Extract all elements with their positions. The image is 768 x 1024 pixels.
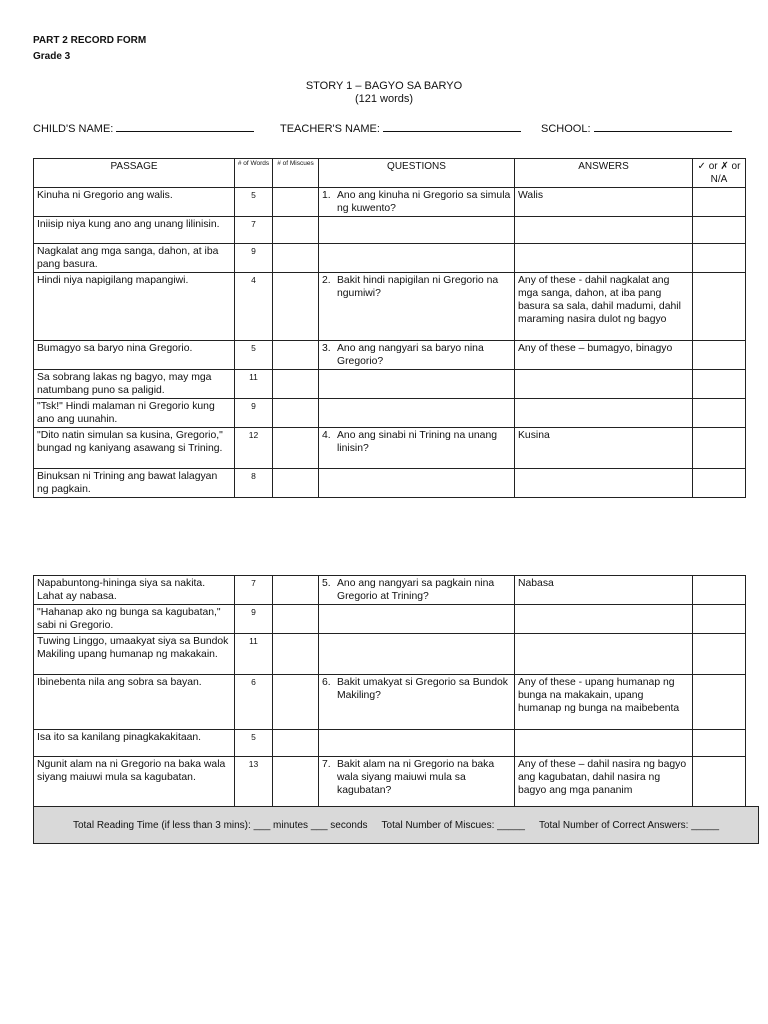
word-count-cell: 8 [235, 469, 273, 498]
question-number: 3. [322, 343, 331, 354]
miscues-cell[interactable] [273, 675, 319, 730]
answer-cell [515, 217, 693, 244]
answer-cell: Any of these - dahil nagkalat ang mga sanga, dahon, at iba pang basura sa sala, dahil madumi, dahil maraming nasira dulot ng bagyo [515, 273, 693, 341]
word-count-cell: 5 [235, 730, 273, 757]
passage-cell: Binuksan ni Trining ang bawat lalagyan ng pagkain. [34, 469, 235, 498]
miscues-cell[interactable] [273, 341, 319, 370]
question-number: 5. [322, 578, 331, 589]
answer-cell: Walis [515, 188, 693, 217]
miscues-cell[interactable] [273, 428, 319, 469]
miscues-cell[interactable] [273, 244, 319, 273]
question-text: Ano ang kinuha ni Gregorio sa simula ng kuwento? [337, 190, 511, 214]
check-cell[interactable] [693, 399, 746, 428]
total-reading-time[interactable]: Total Reading Time (if less than 3 mins): ___ minutes ___ seconds [72, 819, 368, 831]
word-count-cell: 4 [235, 273, 273, 341]
table-row [34, 576, 746, 605]
child-name-field[interactable] [33, 120, 254, 135]
passage-cell: Ibinebenta nila ang sobra sa bayan. [34, 675, 235, 730]
question-cell [319, 757, 515, 812]
record-table-2 [33, 575, 746, 812]
question-cell [319, 217, 515, 244]
col-words: # of Words [235, 159, 273, 188]
question-cell [319, 399, 515, 428]
word-count-cell: 5 [235, 341, 273, 370]
totals-bar [33, 806, 759, 844]
answer-cell: Any of these – bumagyo, binagyo [515, 341, 693, 370]
miscues-cell[interactable] [273, 757, 319, 812]
question-cell [319, 469, 515, 498]
question-text: Bakit umakyat si Gregorio sa Bundok Makiling? [337, 677, 508, 701]
total-miscues[interactable]: Total Number of Miscues: _____ [381, 819, 525, 831]
check-cell[interactable] [693, 244, 746, 273]
table-row [34, 675, 746, 730]
passage-cell: Iniisip niya kung ano ang unang lilinisin. [34, 217, 235, 244]
grade-label: Grade 3 [33, 51, 71, 62]
miscues-cell[interactable] [273, 399, 319, 428]
table-row [34, 605, 746, 634]
answer-cell [515, 370, 693, 399]
col-miscues: # of Miscues [273, 159, 319, 188]
question-number: 6. [322, 677, 331, 688]
question-cell [319, 605, 515, 634]
miscues-cell[interactable] [273, 469, 319, 498]
question-cell [319, 341, 515, 370]
table-row [34, 244, 746, 273]
question-text: Ano ang nangyari sa baryo nina Gregorio? [337, 343, 484, 367]
question-cell [319, 244, 515, 273]
check-cell[interactable] [693, 217, 746, 244]
answer-cell: Nabasa [515, 576, 693, 605]
passage-cell: Sa sobrang lakas ng bagyo, may mga natumbang puno sa paligid. [34, 370, 235, 399]
check-cell[interactable] [693, 576, 746, 605]
check-cell[interactable] [693, 757, 746, 812]
miscues-cell[interactable] [273, 188, 319, 217]
answer-cell [515, 244, 693, 273]
question-cell [319, 730, 515, 757]
check-cell[interactable] [693, 273, 746, 341]
table-row [34, 217, 746, 244]
col-passage: PASSAGE [34, 159, 235, 188]
passage-cell: Bumagyo sa baryo nina Gregorio. [34, 341, 235, 370]
question-number: 7. [322, 759, 331, 770]
word-count-cell: 6 [235, 675, 273, 730]
check-cell[interactable] [693, 469, 746, 498]
question-text: Ano ang sinabi ni Trining na unang linisin? [337, 430, 498, 454]
story-title: STORY 1 – BAGYO SA BARYO [305, 80, 463, 92]
word-count-cell: 7 [235, 576, 273, 605]
check-cell[interactable] [693, 605, 746, 634]
answer-cell: Any of these - upang humanap ng bunga na makakain, upang humanap ng bunga na maibebenta [515, 675, 693, 730]
table-row [34, 188, 746, 217]
miscues-cell[interactable] [273, 370, 319, 399]
record-table-1 [33, 158, 746, 498]
school-field[interactable] [541, 120, 732, 135]
table-row [34, 399, 746, 428]
miscues-cell[interactable] [273, 730, 319, 757]
table-row [34, 428, 746, 469]
question-cell [319, 428, 515, 469]
teacher-name-field[interactable] [280, 120, 521, 135]
miscues-cell[interactable] [273, 634, 319, 675]
story-word-count: (121 words) [354, 93, 414, 105]
question-number: 1. [322, 190, 331, 201]
word-count-cell: 12 [235, 428, 273, 469]
question-number: 4. [322, 430, 331, 441]
answer-cell: Any of these – dahil nasira ng bagyo ang kagubatan, dahil nasira ng bagyo ang mga pananim [515, 757, 693, 812]
answer-cell [515, 730, 693, 757]
word-count-cell: 9 [235, 399, 273, 428]
word-count-cell: 13 [235, 757, 273, 812]
check-cell[interactable] [693, 730, 746, 757]
word-count-cell: 7 [235, 217, 273, 244]
col-check: ✓ or ✗ or N/A [693, 159, 746, 188]
form-part-title: PART 2 RECORD FORM [33, 35, 147, 46]
table-row [34, 370, 746, 399]
table-row [34, 341, 746, 370]
passage-cell: Napabuntong-hininga siya sa nakita. Lahat ay nabasa. [34, 576, 235, 605]
question-cell [319, 370, 515, 399]
school-line[interactable] [594, 120, 732, 132]
passage-cell: Kinuha ni Gregorio ang walis. [34, 188, 235, 217]
check-cell[interactable] [693, 634, 746, 675]
table-row [34, 273, 746, 341]
question-cell [319, 675, 515, 730]
col-questions: QUESTIONS [319, 159, 515, 188]
school-label: SCHOOL: [541, 123, 591, 135]
teacher-name-label: TEACHER'S NAME: [280, 123, 380, 135]
check-cell[interactable] [693, 370, 746, 399]
miscues-cell[interactable] [273, 273, 319, 341]
check-cell[interactable] [693, 675, 746, 730]
question-text: Bakit alam na ni Gregorio na baka wala siyang maiuwi mula sa kagubatan? [337, 759, 495, 796]
table-row [34, 469, 746, 498]
passage-cell: Ngunit alam na ni Gregorio na baka wala siyang maiuwi mula sa kagubatan. [34, 757, 235, 812]
answer-cell [515, 605, 693, 634]
miscues-cell[interactable] [273, 605, 319, 634]
table-row [34, 730, 746, 757]
question-cell [319, 576, 515, 605]
answer-cell [515, 469, 693, 498]
answer-cell [515, 399, 693, 428]
table-row [34, 757, 746, 812]
word-count-cell: 5 [235, 188, 273, 217]
question-number: 2. [322, 275, 331, 286]
child-name-label: CHILD'S NAME: [33, 123, 114, 135]
total-correct-answers[interactable]: Total Number of Correct Answers: _____ [538, 819, 720, 831]
passage-cell: Tuwing Linggo, umaakyat siya sa Bundok Makiling upang humanap ng makakain. [34, 634, 235, 675]
question-cell [319, 188, 515, 217]
word-count-cell: 9 [235, 605, 273, 634]
passage-cell: "Hahanap ako ng bunga sa kagubatan," sabi ni Gregorio. [34, 605, 235, 634]
check-cell[interactable] [693, 341, 746, 370]
table-row [34, 634, 746, 675]
story-heading [0, 80, 768, 106]
word-count-cell: 11 [235, 370, 273, 399]
miscues-cell[interactable] [273, 217, 319, 244]
answer-cell: Kusina [515, 428, 693, 469]
passage-cell: "Dito natin simulan sa kusina, Gregorio," bungad ng kaniyang asawang si Trining. [34, 428, 235, 469]
passage-cell: "Tsk!" Hindi malaman ni Gregorio kung ano ang uunahin. [34, 399, 235, 428]
col-answers: ANSWERS [515, 159, 693, 188]
question-cell [319, 634, 515, 675]
teacher-name-line[interactable] [383, 120, 521, 132]
check-cell[interactable] [693, 428, 746, 469]
passage-cell: Isa ito sa kanilang pinagkakakitaan. [34, 730, 235, 757]
check-cell[interactable] [693, 188, 746, 217]
child-name-line[interactable] [116, 120, 254, 132]
answer-cell [515, 634, 693, 675]
word-count-cell: 9 [235, 244, 273, 273]
question-cell [319, 273, 515, 341]
question-text: Ano ang nangyari sa pagkain nina Gregorio at Trining? [337, 578, 495, 602]
question-text: Bakit hindi napigilan ni Gregorio na ngumiwi? [337, 275, 499, 299]
passage-cell: Hindi niya napigilang mapangiwi. [34, 273, 235, 341]
passage-cell: Nagkalat ang mga sanga, dahon, at iba pang basura. [34, 244, 235, 273]
word-count-cell: 11 [235, 634, 273, 675]
miscues-cell[interactable] [273, 576, 319, 605]
